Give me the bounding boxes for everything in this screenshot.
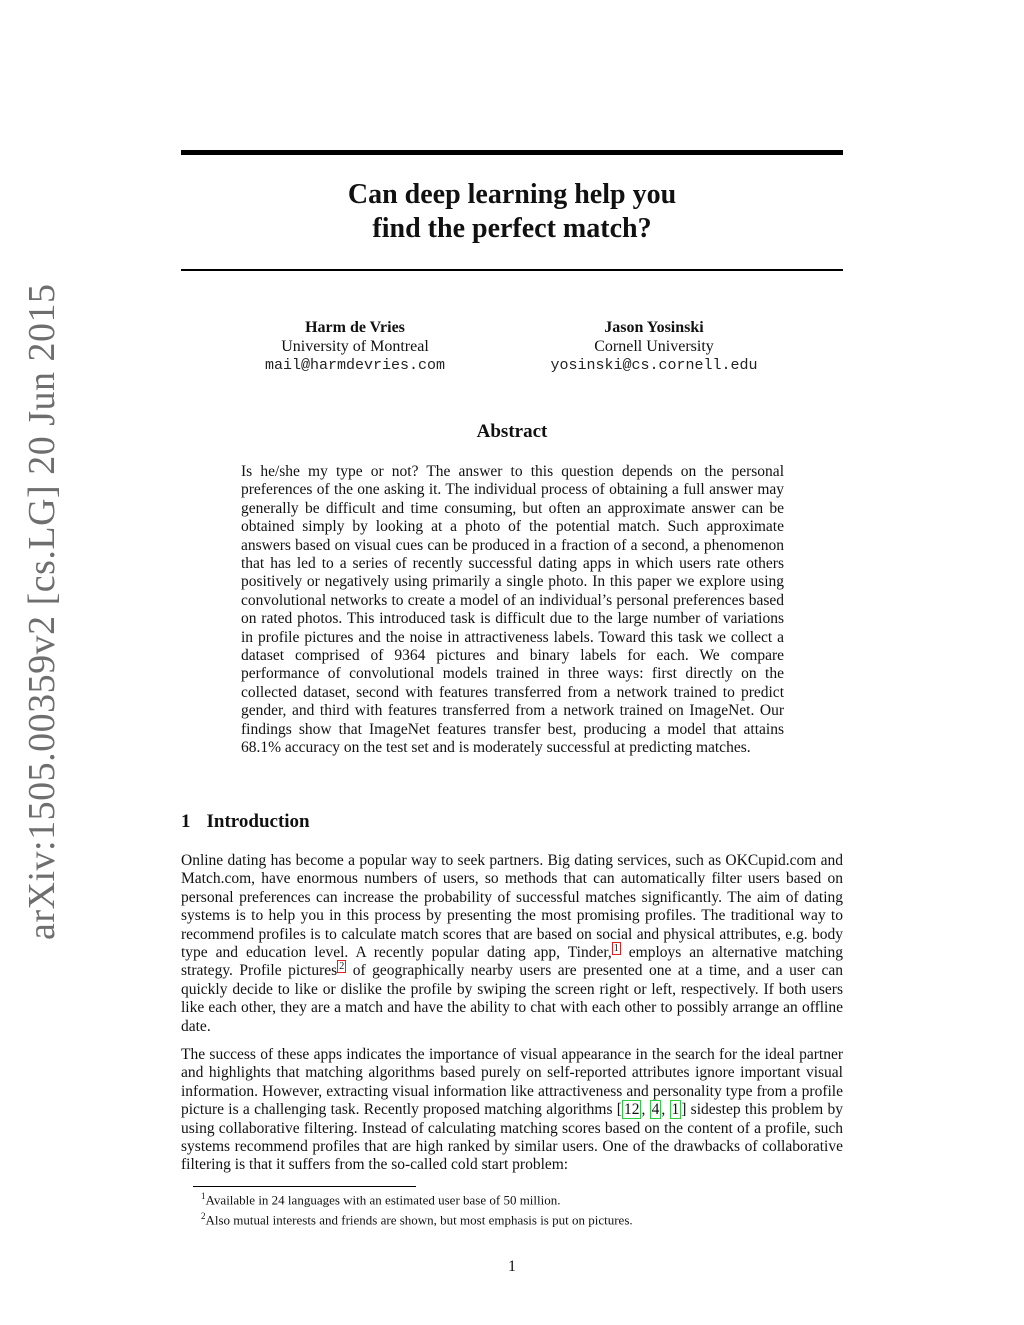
author-affiliation: University of Montreal xyxy=(281,338,429,355)
paragraph-text: The success of these apps indicates the importance of visual appearance in the search for the ideal partner and highlights that matching algorithms based purely on self-reported attributes ignore important visual information. However, extracting visual information like attractiveness and personality type from a profile picture is a challenging task. Recently proposed matching algorithms [ xyxy=(181,1046,843,1119)
abstract-text: Is he/she my type or not? The answer to this question depends on the personal preferences of the one asking it. The individual process of obtaining a full answer may generally be difficult and time consuming, but often an approximate answer can be obtained simply by looking at a photo of the potential match. Such approximate answers based on visual cues can be produced in a fraction of a second, a phenomenon that has led to a series of recently successful dating apps in which users rate others positively or negatively using primarily a single photo. In this paper we explore using convolutional networks to create a model of an individual’s personal preferences based on rated photos. This introduced task is difficult due to the large number of variations in profile pictures and the noise in attractiveness labels. Toward this task we collect a dataset comprised of 9364 pictures and binary labels for each. We compare performance of convolutional models trained in three ways: first directly on the collected dataset, second with features transferred from a network trained to predict gender, and third with features transferred from a network trained on ImageNet. Our findings show that ImageNet features transfer best, producing a model that attains 68.1% accuracy on the test set and is moderately successful at predicting matches. xyxy=(241,463,784,757)
author-affiliation: Cornell University xyxy=(594,338,714,355)
page-number: 1 xyxy=(508,1258,516,1275)
author-block-2 xyxy=(504,318,804,375)
citation-separator: , xyxy=(641,1101,650,1119)
section-title: Introduction xyxy=(206,811,310,832)
title-bottom-rule xyxy=(181,269,843,271)
title-top-rule xyxy=(181,150,843,155)
intro-paragraph-1 xyxy=(181,852,843,1036)
paragraph-text: of geographically nearby users are presented one at a time, and a user can quickly decide to like or dislike the profile by swiping the screen right or left, respectively. If both users like each other, they are a match and have the ability to chat with each other to possibly arrange an offline date. xyxy=(181,962,843,1035)
footnote-mark: 2 xyxy=(201,1211,206,1221)
section-heading xyxy=(181,811,326,833)
author-email[interactable]: mail@harmdevries.com xyxy=(264,357,446,374)
footnote-mark: 1 xyxy=(201,1191,206,1201)
citation-link[interactable]: 1 xyxy=(671,1101,680,1119)
footnote-2 xyxy=(201,1208,633,1228)
title-line-2: find the perfect match? xyxy=(372,213,652,244)
arxiv-identifier: arXiv:1505.00359v2 [cs.LG] 20 Jun 2015 xyxy=(21,283,63,940)
citation-link[interactable]: 12 xyxy=(623,1101,640,1119)
citation-separator: , xyxy=(661,1101,670,1119)
paragraph-text: ] sidestep this problem by using collaborative filtering. Instead of calculating matching scores based on the content of a profile, such systems recommend profiles that are high ranked by similar users. One of the drawbacks of collaborative filtering is that it suffers from the so-called cold start problem: xyxy=(181,1101,843,1174)
paper-title xyxy=(181,178,843,246)
citation-link[interactable]: 4 xyxy=(651,1101,660,1119)
author-name: Jason Yosinski xyxy=(604,319,704,336)
footnote-text: Also mutual interests and friends are shown, but most emphasis is put on pictures. xyxy=(205,1212,633,1228)
footnote-1 xyxy=(201,1188,561,1208)
intro-paragraph-2 xyxy=(181,1046,843,1175)
paragraph-text: employs an alternative matching strategy. Profile pictures xyxy=(181,944,843,980)
author-email[interactable]: yosinski@cs.cornell.edu xyxy=(550,357,758,374)
abstract-heading: Abstract xyxy=(476,421,548,442)
author-name: Harm de Vries xyxy=(305,319,405,336)
title-line-1: Can deep learning help you xyxy=(347,179,677,210)
footnote-ref-2[interactable]: 2 xyxy=(339,961,345,973)
section-number: 1 xyxy=(181,811,191,832)
footnote-text: Available in 24 languages with an estimated user base of 50 million. xyxy=(205,1192,561,1208)
paragraph-text: Online dating has become a popular way to seek partners. Big dating services, such as OKCupid.com and Match.com, have enormous numbers of users, so methods that can automatically filter users based on personal preferences can increase the probability of successful matches significantly. The aim of dating systems is to help you in this process by presenting the most promising profiles. The traditional way to recommend profiles is to calculate match scores that are based on social and physical attributes, e.g. body type and education level. A recently popular dating app, Tinder, xyxy=(181,852,843,962)
footnote-rule xyxy=(193,1186,416,1187)
author-block-1 xyxy=(205,318,505,375)
footnote-ref-1[interactable]: 1 xyxy=(613,942,619,954)
